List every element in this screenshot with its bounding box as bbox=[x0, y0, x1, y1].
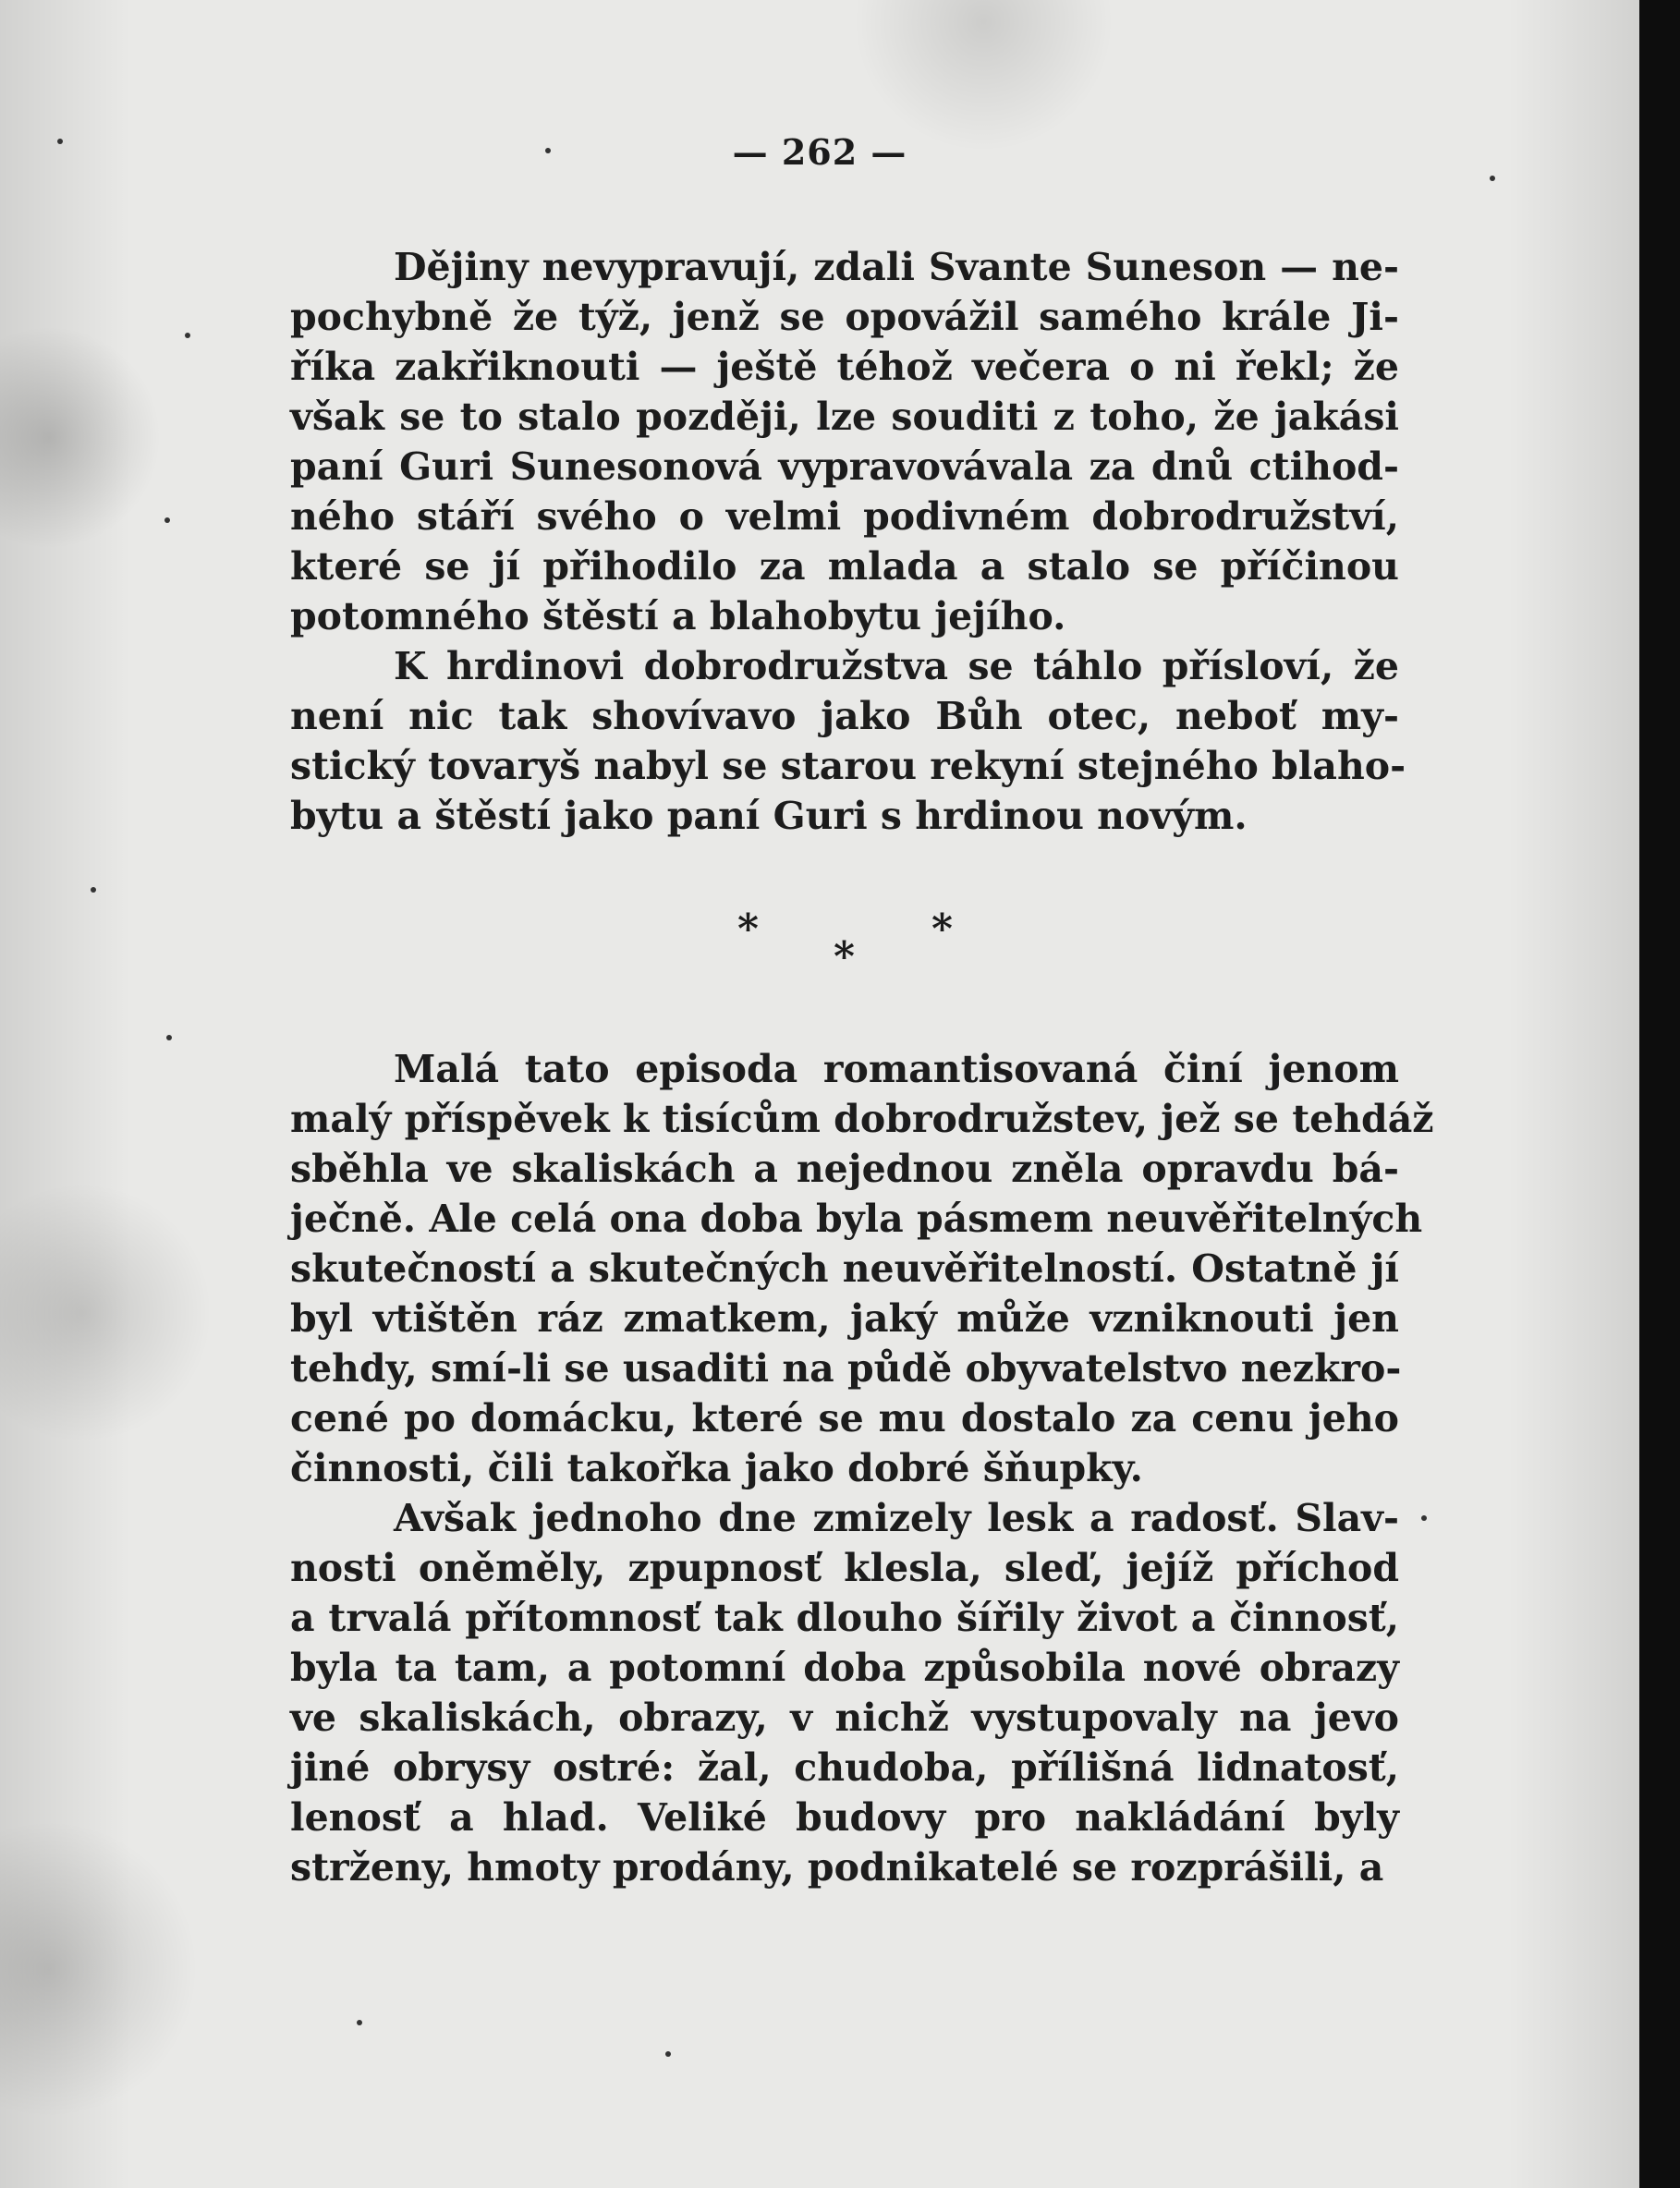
paragraph bbox=[290, 1493, 1399, 1892]
text-line: malý příspěvek k tisícům dobrodružstev, jež se tehdáž bbox=[290, 1097, 1434, 1141]
text-line: bytu a štěstí jako paní Guri s hrdinou novým. bbox=[290, 794, 1248, 838]
text-line: není nic tak shovívavo jako Bůh otec, neboť my- bbox=[290, 694, 1399, 738]
text-line: sběhla ve skaliskách a nejednou zněla opravdu bá- bbox=[290, 1147, 1399, 1191]
asterisk: * bbox=[834, 933, 856, 980]
text-line: lenosť a hlad. Veliké budovy pro nakládání byly bbox=[290, 1795, 1399, 1840]
text-line: K hrdinovi dobrodružstva se táhlo přísloví, že bbox=[394, 644, 1399, 688]
text-block-top bbox=[290, 242, 1406, 841]
text-line: skutečností a skutečných neuvěřitelností. Ostatně jí bbox=[290, 1246, 1399, 1291]
paragraph bbox=[290, 242, 1399, 641]
asterisk: * bbox=[737, 906, 760, 953]
scan-speck bbox=[185, 333, 190, 338]
text-line: a trvalá přítomnosť tak dlouho šířily život a činnosť, bbox=[290, 1596, 1399, 1640]
scan-speck bbox=[166, 1035, 172, 1040]
section-separator bbox=[0, 906, 1639, 979]
text-line: byla ta tam, a potomní doba způsobila nové obrazy bbox=[290, 1646, 1399, 1690]
text-line: jiné obrysy ostré: žal, chudoba, přílišná lidnatosť, bbox=[290, 1745, 1399, 1790]
text-line: ve skaliskách, obrazy, v nichž vystupovaly na jevo bbox=[290, 1696, 1399, 1740]
scan-speck bbox=[545, 148, 551, 153]
scan-speck bbox=[1490, 176, 1495, 181]
text-line: tehdy, smí-li se usaditi na půdě obyvatelstvo nezkro- bbox=[290, 1346, 1402, 1391]
text-block-bottom bbox=[290, 1044, 1434, 1892]
text-line: potomného štěstí a blahobytu jejího. bbox=[290, 594, 1066, 638]
text-line: byl vtištěn ráz zmatkem, jaký může vzniknouti jen bbox=[290, 1296, 1399, 1341]
paragraph bbox=[290, 641, 1406, 841]
scan-speck bbox=[91, 887, 96, 893]
text-line: strženy, hmoty prodány, podnikatelé se rozprášili, a bbox=[290, 1845, 1384, 1890]
text-line: Malá tato episoda romantisovaná činí jenom bbox=[394, 1047, 1399, 1091]
text-line: však se to stalo později, lze souditi z toho, že jakási bbox=[290, 395, 1399, 439]
text-line: paní Guri Sunesonová vypravovávala za dnů ctihod- bbox=[290, 444, 1399, 489]
text-line: stický tovaryš nabyl se starou rekyní stejného blaho- bbox=[290, 744, 1406, 788]
page-number: — 262 — bbox=[732, 131, 907, 173]
text-line: Dějiny nevypravují, zdali Svante Suneson — ne- bbox=[394, 245, 1399, 289]
text-line: pochybně že týž, jenž se opovážil samého krále Ji- bbox=[290, 295, 1399, 339]
paragraph bbox=[290, 1044, 1434, 1493]
text-line: nosti oněměly, zpupnosť klesla, sleď, jejíž příchod bbox=[290, 1546, 1399, 1590]
scan-speck bbox=[164, 517, 170, 523]
scan-speck bbox=[1421, 1515, 1427, 1521]
scan-speck bbox=[57, 139, 63, 144]
scan-speck bbox=[665, 2051, 671, 2057]
text-line: cené po domácku, které se mu dostalo za cenu jeho bbox=[290, 1396, 1399, 1440]
page-edge bbox=[1639, 0, 1680, 2188]
scan-speck bbox=[357, 2020, 362, 2025]
text-line: ječně. Ale celá ona doba byla pásmem neuvěřitelných bbox=[290, 1197, 1423, 1241]
text-line: Avšak jednoho dne zmizely lesk a radosť. Slav- bbox=[394, 1496, 1399, 1540]
text-line: říka zakřiknouti — ještě téhož večera o ni řekl; že bbox=[290, 345, 1399, 389]
text-line: ného stáří svého o velmi podivném dobrodružství, bbox=[290, 494, 1399, 539]
text-line: které se jí přihodilo za mlada a stalo se příčinou bbox=[290, 544, 1399, 589]
text-line: činnosti, čili takořka jako dobré šňupky. bbox=[290, 1446, 1143, 1490]
asterisk: * bbox=[931, 906, 954, 953]
